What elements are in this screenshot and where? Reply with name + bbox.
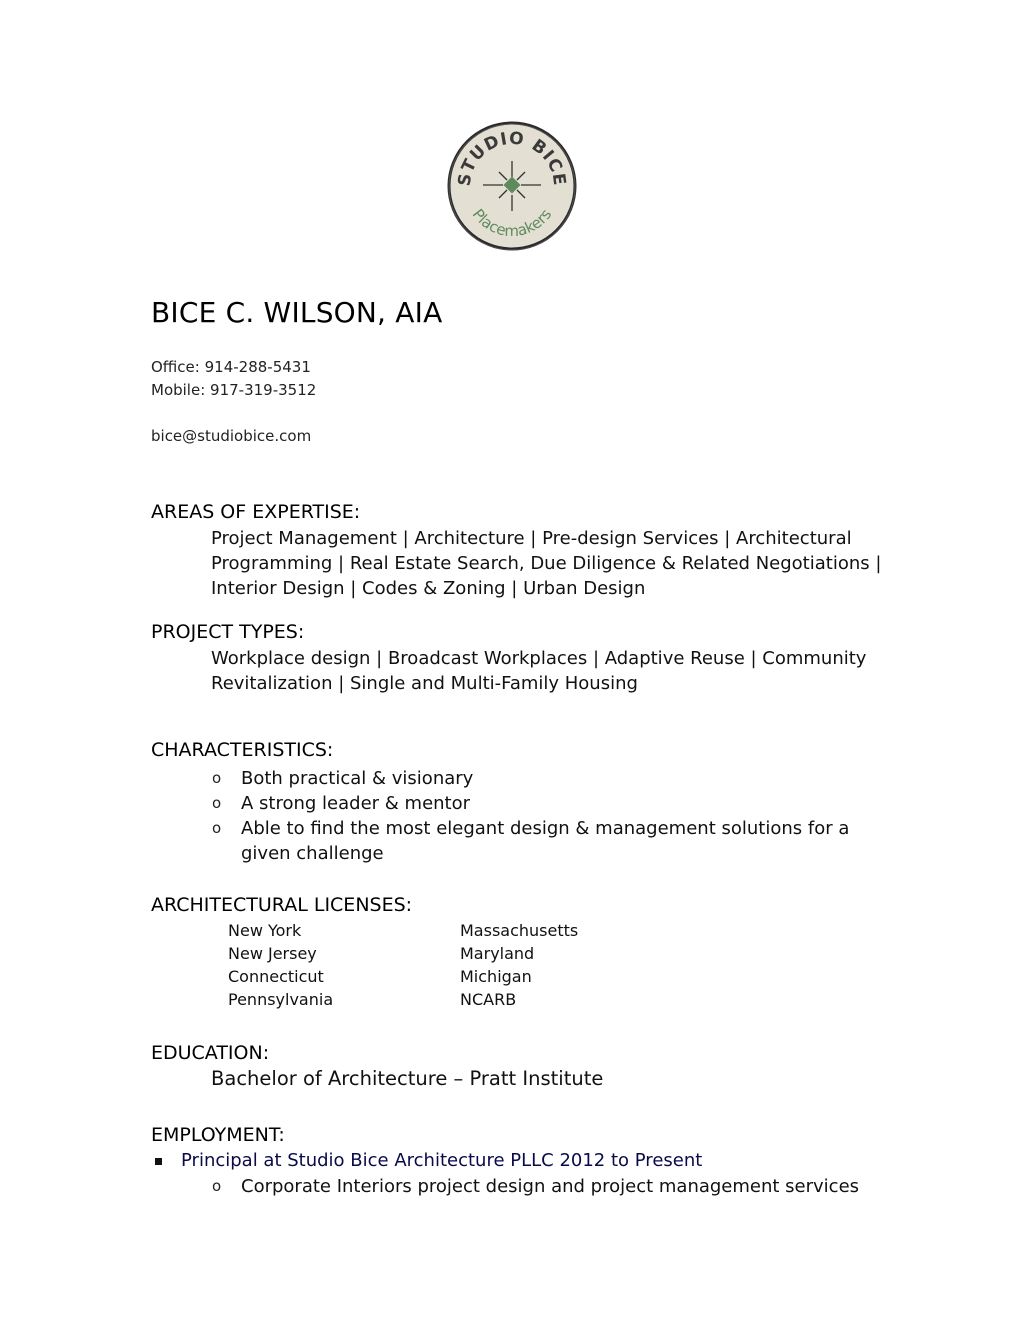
license-state: Maryland — [460, 944, 535, 963]
license-state: New Jersey — [228, 944, 317, 963]
logo-top-text: STUDIO BICE — [454, 128, 570, 188]
license-state: New York — [228, 921, 302, 940]
logo-bottom-text: Placemakers — [468, 205, 556, 241]
license-state: Massachusetts — [460, 921, 579, 940]
education-heading: EDUCATION: — [151, 1042, 270, 1064]
expertise-line: Interior Design | Codes & Zoning | Urban Design — [211, 578, 646, 599]
circle-bullet-icon: o — [212, 769, 222, 787]
characteristic-item-continued: given challenge — [241, 843, 384, 864]
circle-bullet-icon: o — [212, 819, 222, 837]
employment-title: Principal at Studio Bice Architecture PLLC 2012 to Present — [181, 1150, 703, 1171]
expertise-line: Programming | Real Estate Search, Due Diligence & Related Negotiations | — [211, 553, 882, 574]
characteristic-item: A strong leader & mentor — [241, 793, 471, 814]
project-types-heading: PROJECT TYPES: — [151, 621, 305, 643]
project-types-line: Workplace design | Broadcast Workplaces | Adaptive Reuse | Community — [211, 648, 867, 669]
project-types-line: Revitalization | Single and Multi-Family Housing — [211, 673, 638, 694]
licenses-heading: ARCHITECTURAL LICENSES: — [151, 894, 413, 916]
characteristic-item: Able to find the most elegant design & management solutions for a — [241, 818, 850, 839]
mobile-phone: Mobile: 917-319-3512 — [151, 381, 317, 399]
email[interactable]: bice@studiobice.com — [151, 427, 312, 445]
license-state: Michigan — [460, 967, 532, 986]
license-state: Connecticut — [228, 967, 324, 986]
education-degree: Bachelor of Architecture – Pratt Institute — [211, 1067, 604, 1090]
license-state: NCARB — [460, 990, 517, 1009]
office-phone: Office: 914-288-5431 — [151, 358, 311, 376]
characteristics-heading: CHARACTERISTICS: — [151, 739, 334, 761]
person-name: BICE C. WILSON, AIA — [151, 296, 443, 329]
circle-bullet-icon: o — [212, 1177, 222, 1195]
circle-bullet-icon: o — [212, 794, 222, 812]
studio-bice-logo — [447, 121, 577, 251]
employment-detail: Corporate Interiors project design and project management services — [241, 1176, 860, 1197]
employment-heading: EMPLOYMENT: — [151, 1124, 285, 1146]
expertise-line: Project Management | Architecture | Pre-design Services | Architectural — [211, 528, 852, 549]
expertise-heading: AREAS OF EXPERTISE: — [151, 501, 361, 523]
characteristic-item: Both practical & visionary — [241, 768, 474, 789]
license-state: Pennsylvania — [228, 990, 334, 1009]
square-bullet-icon — [155, 1158, 162, 1165]
